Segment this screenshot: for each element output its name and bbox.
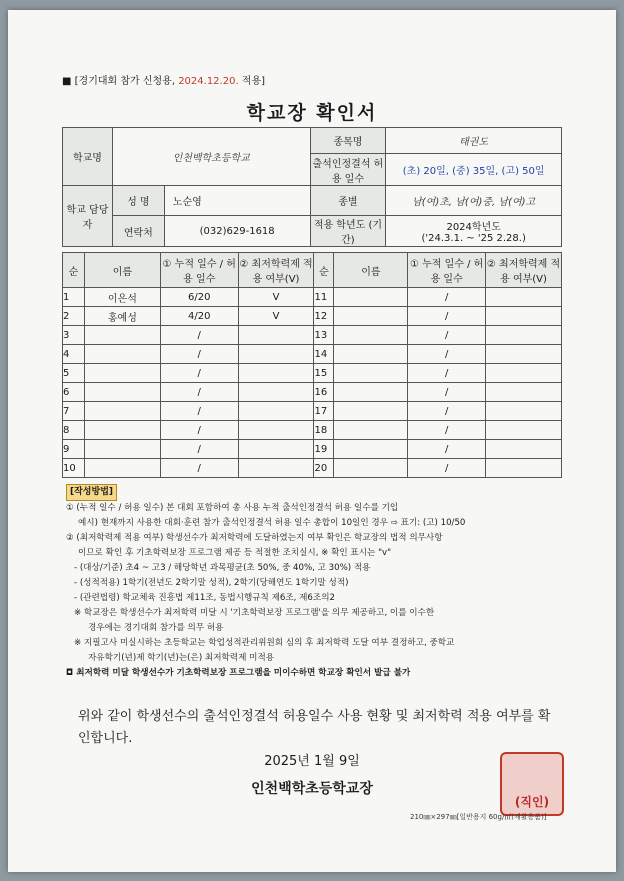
note-line: 자유학기(년)제 학기(년)는(은) 최저학력제 미적용 [88,653,275,663]
year-cell [386,216,562,247]
instructions-tag: [작성방법] [66,484,117,501]
confirmation-statement: 위와 같이 학생선수의 출석인정결석 허용일수 사용 현황 및 최저학력 적용 여부를 확인합니다. [78,709,551,746]
days-cell: / [408,383,486,402]
student-name [334,345,408,364]
col-days-right: ① 누적 일수 / 허용 일수 [408,253,486,288]
days-cell: / [160,421,238,440]
days-cell: / [160,383,238,402]
min-check-cell [238,402,314,421]
days-cell: / [160,459,238,478]
school-info-table [62,127,562,247]
days-cell: / [160,345,238,364]
category-value: 남(여)초, 남(여)중, 남(여)고 [386,186,562,216]
min-check-cell [486,421,562,440]
note-line: ② (최저학력제 적용 여부) 학생선수가 최저학력에 도달하였는지 여부 확인은 학교장의 법적 의무사항 [66,533,443,543]
student-name [334,402,408,421]
student-name [84,440,160,459]
row-no: 14 [314,345,334,364]
col-name-right: 이름 [334,253,408,288]
student-name: 이은석 [84,288,160,307]
contact-label: 연락처 [112,216,164,247]
principal-signature: 인천백학초등학교장 [251,781,373,797]
row-no: 5 [63,364,85,383]
days-cell: / [408,364,486,383]
student-name [334,307,408,326]
seal-label: (직인) [514,795,550,809]
manager-label: 학교 담당자 [63,186,113,247]
table-row [63,383,562,402]
student-name [84,345,160,364]
student-name [334,421,408,440]
row-no: 7 [63,402,85,421]
student-name [84,364,160,383]
row-no: 16 [314,383,334,402]
table-row [63,345,562,364]
note-line: ※ 학교장은 학생선수가 최저학력 미달 시 '기초학력보장 프로그램'을 의무 제공하고, 이를 이수한 [74,608,435,618]
note-line: ※ 지필고사 미실시하는 초등학교는 학업성적관리위원회 심의 후 최저학력 도달 여부 결정하고, 중학교 [74,638,455,648]
note-line: - (대상/기준) 초4 ~ 고3 / 해당학년 과목평균(초 50%, 중 40%, 고 30%) 적용 [74,563,371,573]
min-check-cell [238,364,314,383]
days-cell: / [408,402,486,421]
note-line: - (성적적용) 1학기(전년도 2학기말 성적), 2학기(당해연도 1학기말 성적) [74,578,349,588]
note-line: ◘ 최저학력 미달 학생선수가 기초학력보장 프로그램을 미이수하면 학교장 확인서 발급 불가 [66,668,411,678]
days-cell: / [160,364,238,383]
name-label: 성 명 [112,186,164,216]
min-check-cell [486,326,562,345]
student-name [84,459,160,478]
paper-spec-footer: 210㎜×297㎜[일반용지 60g/㎡(재활용품)] [410,813,547,821]
student-name [84,383,160,402]
category-label: 종별 [310,186,386,216]
header-date: 2024.12.20. [178,76,239,87]
days-cell: / [160,440,238,459]
min-check-cell [486,383,562,402]
table-row [63,364,562,383]
days-cell: / [408,440,486,459]
col-days: ① 누적 일수 / 허용 일수 [160,253,238,288]
min-check-cell [486,307,562,326]
official-seal-stamp [500,752,564,816]
student-name [84,421,160,440]
row-no: 19 [314,440,334,459]
row-no: 17 [314,402,334,421]
year-period: ('24.3.1. ~ '25 2.28.) [421,233,526,244]
attendance-label: 출석인정결석 허용 일수 [310,154,386,186]
row-no: 6 [63,383,85,402]
row-no: 18 [314,421,334,440]
student-name [84,326,160,345]
writing-instructions [66,484,566,681]
min-check-cell [486,440,562,459]
days-cell: / [408,345,486,364]
row-no: 20 [314,459,334,478]
table-row [63,288,562,307]
min-check-cell [486,345,562,364]
days-cell: / [408,307,486,326]
table-row [63,459,562,478]
student-list-table [62,252,562,478]
school-label: 학교명 [63,128,113,186]
min-check-cell [238,421,314,440]
issue-date: 2025년 1월 9일 [264,754,360,769]
days-cell: / [408,421,486,440]
days-cell: / [408,459,486,478]
note-line: - (관련법령) 학교체육 진흥법 제11조, 동법시행규칙 제6조, 제6조의2 [74,593,335,603]
row-no: 13 [314,326,334,345]
header-suffix: 적용] [238,76,266,87]
min-check-cell [238,440,314,459]
table-row [63,326,562,345]
row-no: 1 [63,288,85,307]
year-label: 적용 학년도 (기간) [310,216,386,247]
row-no: 3 [63,326,85,345]
min-check-cell [486,364,562,383]
student-name [334,459,408,478]
min-check-cell [486,402,562,421]
contact-value: (032)629-1618 [164,216,310,247]
min-check-cell [238,326,314,345]
row-no: 8 [63,421,85,440]
student-name: 홍예성 [84,307,160,326]
min-check-cell [486,459,562,478]
row-no: 4 [63,345,85,364]
days-cell: / [160,326,238,345]
table-row [63,440,562,459]
row-no: 11 [314,288,334,307]
student-name [334,288,408,307]
min-check-cell [486,288,562,307]
days-cell: 6/20 [160,288,238,307]
days-cell: / [408,326,486,345]
note-line: 이므로 확인 후 기초학력보장 프로그램 제공 등 적절한 조치실시, ※ 확인 표시는 "v" [78,548,392,558]
note-line: 경우에는 경기대회 참가를 의무 허용 [88,623,224,633]
row-no: 15 [314,364,334,383]
attendance-value: (초) 20일, (중) 35일, (고) 50일 [386,154,562,186]
school-name: 인천백학초등학교 [112,128,310,186]
col-name: 이름 [84,253,160,288]
row-no: 12 [314,307,334,326]
col-min-right: ② 최저학력제 적용 여부(V) [486,253,562,288]
document-header-note [62,72,265,87]
col-no: 순 [63,253,85,288]
sport-value: 태권도 [386,128,562,154]
table-row [63,421,562,440]
min-check-cell: V [238,288,314,307]
student-name [334,440,408,459]
row-no: 9 [63,440,85,459]
page-title: 학교장 확인서 [246,102,378,124]
min-check-cell [238,459,314,478]
days-cell: / [160,402,238,421]
student-name [334,383,408,402]
table-row [63,402,562,421]
header-prefix: ■ [경기대회 참가 신청용, [62,76,179,87]
note-line: 예시) 현재까지 사용한 대회·훈련 참가 출석인정결석 허용 일수 총합이 10일인 경우 ⇨ 표기: (고) 10/50 [78,518,466,528]
days-cell: / [408,288,486,307]
min-check-cell: V [238,307,314,326]
note-line: ① (누적 일수 / 허용 일수) 본 대회 포함하여 총 사용 누적 출석인정결석 허용 일수를 기입 [66,503,399,513]
sport-label: 종목명 [310,128,386,154]
col-no-right: 순 [314,253,334,288]
table-row [63,307,562,326]
min-check-cell [238,345,314,364]
col-min: ② 최저학력제 적용 여부(V) [238,253,314,288]
student-name [334,364,408,383]
name-value: 노순영 [164,186,310,216]
student-name [334,326,408,345]
student-name [84,402,160,421]
year-value: 2024학년도 [446,222,501,233]
min-check-cell [238,383,314,402]
row-no: 10 [63,459,85,478]
row-no: 2 [63,307,85,326]
days-cell: 4/20 [160,307,238,326]
